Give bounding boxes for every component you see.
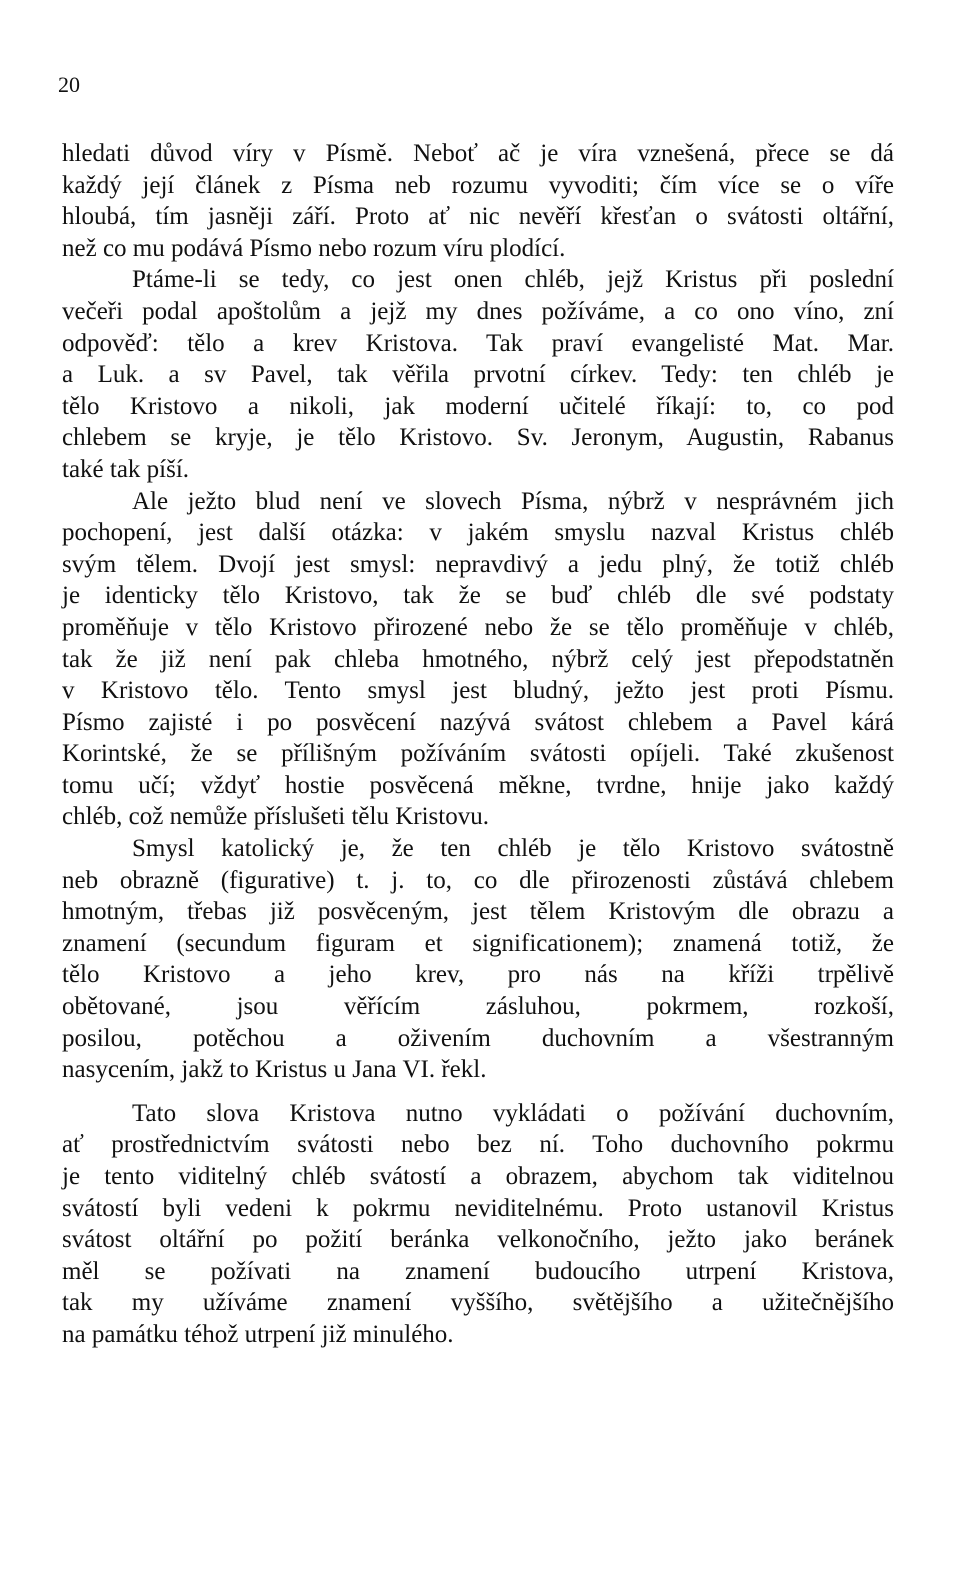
text-line: Smysl katolický je, že ten chléb je tělo Kristovo svátostně <box>132 835 894 863</box>
text-line: je tento viditelný chléb svátostí a obrazem, abychom tak viditelnou <box>62 1163 894 1190</box>
text-line: hloubá, tím jasněji září. Proto ať nic nevěří křesťan o svátosti oltářní, <box>62 203 894 231</box>
text-line: Ptáme-li se tedy, co jest onen chléb, jejž Kristus při poslední <box>132 266 894 294</box>
text-line: hmotným, třebas již posvěceným, jest tělem Kristovým dle obrazu a <box>62 898 894 926</box>
text-line: chlebem se kryje, je tělo Kristovo. Sv. Jeronym, Augustin, Rabanus <box>62 424 894 452</box>
text-line: svátost oltářní po požití beránka velkonočního, ježto jako beránek <box>62 1226 894 1254</box>
text-line: večeři podal apoštolům a jejž my dnes požíváme, a co ono víno, zní <box>62 297 894 325</box>
text-line: každý její článek z Písma neb rozumu vyvoditi; čím více se o víře <box>62 171 894 199</box>
text-line: než co mu podává Písmo nebo rozum víru plodící. <box>62 234 566 262</box>
page-number: 20 <box>58 72 80 97</box>
text-line: svátostí byli vedeni k pokrmu neviditelnému. Proto ustanovil Kristus <box>62 1194 894 1222</box>
body-text <box>62 138 894 1351</box>
text-line: obětované, jsou věřícím zásluhou, pokrmem, rozkoší, <box>62 993 894 1021</box>
text-line: na památku téhož utrpení již minulého. <box>62 1320 454 1348</box>
text-line: v Kristovo tělo. Tento smysl jest bludný, ježto jest proti Písmu. <box>62 677 894 705</box>
text-line: znamení (secundum figuram et significationem); znamená totiž, že <box>62 929 894 957</box>
text-line: hledati důvod víry v Písmě. Neboť ač je víra vznešená, přece se dá <box>62 140 894 167</box>
text-line: posilou, potěchou a oživením duchovním a všestranným <box>62 1024 894 1052</box>
text-line: měl se požívati na znamení budoucího utrpení Kristova, <box>62 1257 894 1285</box>
text-line: Ale ježto blud není ve slovech Písma, nýbrž v nesprávném jich <box>132 487 894 515</box>
text-line: svým tělem. Dvojí jest smysl: nepravdivý a jedu plný, že totiž chléb <box>62 550 894 578</box>
text-line: odpověď: tělo a krev Kristova. Tak praví evangelisté Mat. Mar. <box>62 329 894 357</box>
paragraph-gap <box>62 1086 894 1098</box>
text-line: a Luk. a sv Pavel, tak věřila prvotní církev. Tedy: ten chléb je <box>62 361 894 389</box>
text-line: nasycením, jakž to Kristus u Jana VI. řekl. <box>62 1056 487 1084</box>
text-line: pochopení, jest další otázka: v jakém smyslu nazval Kristus chléb <box>62 519 894 547</box>
text-line: tomu učí; vždyť hostie posvěcená měkne, tvrdne, hnije jako každý <box>62 771 894 799</box>
text-line: Tato slova Kristova nutno vykládati o požívání duchovním, <box>132 1099 894 1127</box>
text-line: tělo Kristovo a nikoli, jak moderní učitelé říkají: to, co pod <box>62 392 894 420</box>
text-line: je identicky tělo Kristovo, tak že se buď chléb dle své podstaty <box>62 582 894 610</box>
text-line: proměňuje v tělo Kristovo přirozené nebo že se tělo proměňuje v chléb, <box>62 613 894 641</box>
text-line: tělo Kristovo a jeho krev, pro nás na kříži trpělivě <box>62 961 894 989</box>
text-line: chléb, což nemůže příslušeti tělu Kristovu. <box>62 803 489 831</box>
text-line: tak že již není pak chleba hmotného, nýbrž celý jest přepodstatněn <box>62 645 894 673</box>
text-line: tak my užíváme znamení vyššího, světějšího a užitečnějšího <box>62 1289 894 1317</box>
text-line: Písmo zajisté i po posvěcení nazývá svátost chlebem a Pavel kárá <box>62 708 894 736</box>
text-line: ať prostřednictvím svátosti nebo bez ní. Toho duchovního pokrmu <box>62 1131 894 1159</box>
text-line: neb obrazně (figurative) t. j. to, co dle přirozenosti zůstává chlebem <box>62 866 894 894</box>
text-line: Korintské, že se přílišným požíváním svátosti opíjeli. Také zkušenost <box>62 740 894 768</box>
text-line: také tak píší. <box>62 455 190 483</box>
